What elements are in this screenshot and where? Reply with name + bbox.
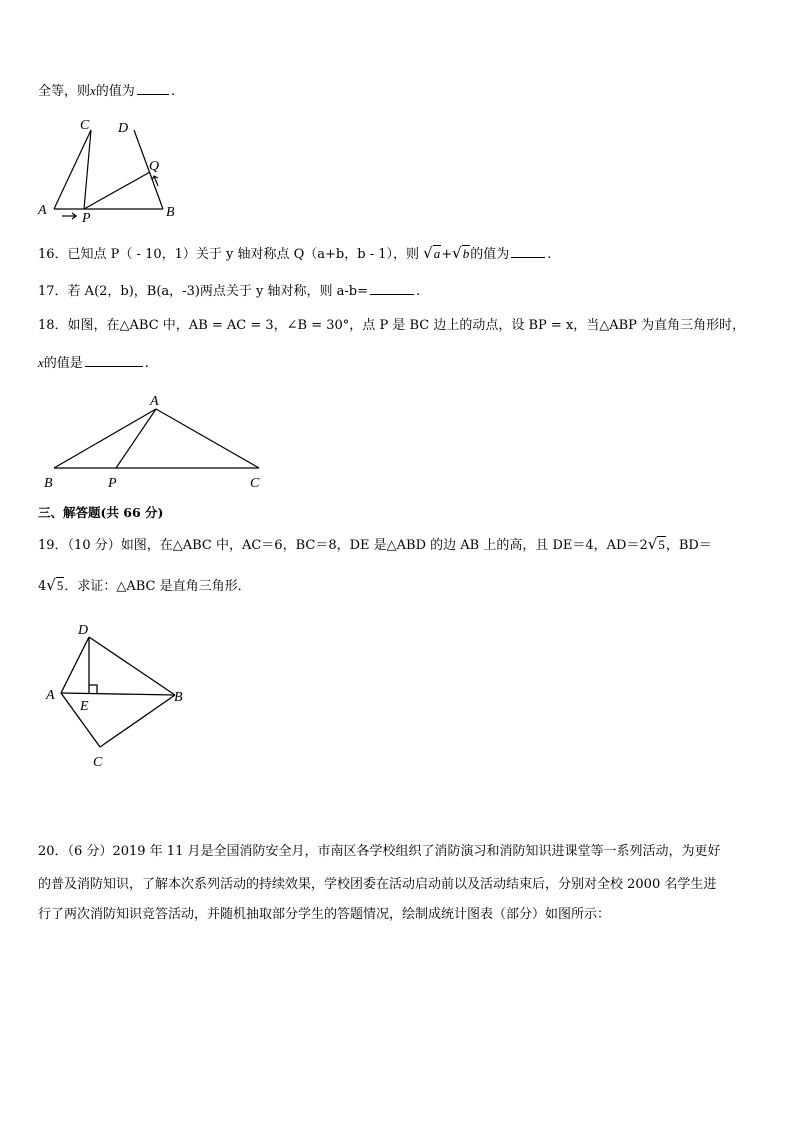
figure-q18	[36, 388, 276, 496]
q19-text-b: ，BD＝	[665, 538, 712, 553]
q15-text: 全等，则	[38, 84, 91, 99]
q19-text-2: ．求证：△ABC 是直角三角形．	[64, 579, 251, 594]
q16-text-b: 的值为	[470, 247, 510, 262]
q17	[38, 282, 420, 301]
fig19-label-a: A	[46, 688, 55, 703]
fig15-label-c: C	[80, 118, 90, 133]
bd-coef: 4	[38, 579, 47, 594]
fig15-label-a: A	[38, 203, 47, 218]
q18-var: x	[38, 355, 44, 370]
figure-q15	[30, 112, 190, 227]
section-title: 三、解答题(共 66 分)	[38, 505, 164, 520]
q17-end: .	[416, 284, 421, 299]
q19-line1	[38, 535, 712, 555]
fig15-label-q: Q	[149, 159, 160, 174]
fig15-label-b: B	[166, 205, 175, 220]
q18-text: 18．如图，在△ABC 中，AB = AC = 3，∠B = 30°，点 P 是 BC 边上的动点，设 BP = x，当△ABP 为直角三角形时，	[38, 318, 746, 333]
sqrt-5-ad: √5	[647, 535, 665, 553]
q16-text-a: 16．已知点 P（ - 10，1）关于 y 轴对称点 Q（a+b，b - 1），则	[38, 247, 420, 262]
q19-text-a: 19．（10 分）如图，在△ABC 中，AC＝6，BC＝8，DE 是△ABD 的边 AB 上的高，且 DE＝4，AD＝	[38, 538, 640, 553]
answer-blank[interactable]	[511, 245, 545, 258]
fig19-label-e: E	[80, 699, 89, 714]
q18-end: .	[144, 356, 149, 371]
q16	[38, 244, 551, 264]
sqrt-b: √b	[452, 244, 470, 262]
q17-text: 17．若 A(2，b)，B(a，-3)两点关于 y 轴对称，则 a-b=	[38, 284, 369, 299]
q16-end: .	[547, 247, 552, 262]
q16-plus: +	[441, 247, 453, 262]
fig15-label-p: P	[82, 211, 91, 226]
fig18-label-p: P	[108, 476, 117, 491]
fig18-label-a: A	[150, 394, 159, 409]
answer-blank[interactable]	[137, 82, 169, 95]
fig19-label-d: D	[78, 623, 89, 638]
q15-tail	[38, 82, 175, 101]
q15-text2: 的值为	[95, 84, 135, 99]
answer-blank[interactable]	[370, 282, 414, 295]
sqrt-a: √a	[423, 244, 441, 262]
q18-line2	[38, 354, 149, 373]
q15-var: x	[90, 83, 96, 98]
fig19-label-b: B	[174, 690, 183, 705]
q15-end: .	[170, 84, 175, 99]
fig18-label-b: B	[44, 476, 53, 491]
figure-q19	[40, 615, 200, 775]
fig18-label-c: C	[250, 476, 260, 491]
q20-line1: 20．（6 分）2019 年 11 月是全国消防安全月，市南区各学校组织了消防演习和消防知识进课堂等一系列活动，为更好	[38, 844, 721, 859]
q18-line1	[38, 317, 745, 335]
ad-coef: 2	[639, 538, 648, 553]
q20-line3: 行了两次消防知识竞答活动，并随机抽取部分学生的答题情况，绘制成统计图表（部分）如图所示：	[38, 907, 611, 922]
q20-line2: 的普及消防知识，了解本次系列活动的持续效果，学校团委在活动启动前以及活动结束后，分别对全校 2000 名学生进	[38, 877, 717, 892]
q19-line2	[38, 576, 251, 596]
sqrt-5-bd: √5	[46, 576, 64, 594]
q18-text2: 的值是	[43, 356, 83, 371]
answer-blank[interactable]	[85, 354, 143, 367]
fig15-label-d: D	[118, 121, 129, 136]
fig19-label-c: C	[93, 755, 103, 770]
